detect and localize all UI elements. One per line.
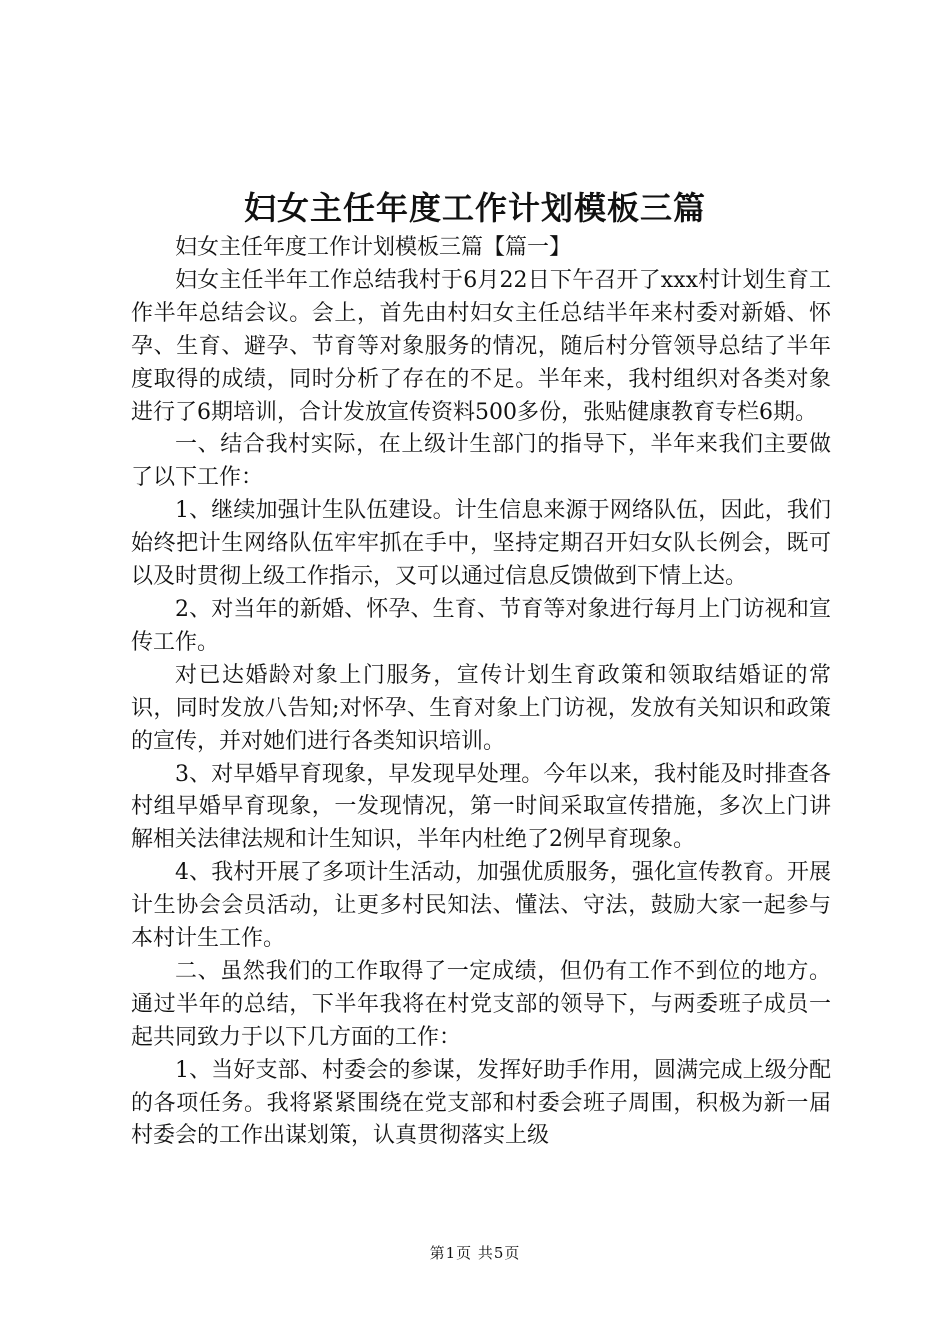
paragraph: 妇女主任半年工作总结我村于6月22日下午召开了xxx村计划生育工作半年总结会议。会上，首先由村妇女主任总结半年来村委对新婚、怀孕、生育、避孕、节育等对象服务的情况，随后村分管领导总结了半年度取得的成绩，同时分析了存在的不足。半年来，我村组织对各类对象进行了6期培训，合计发放宣传资料500多份，张贴健康教育专栏6期。	[131, 267, 831, 425]
paragraph: 2、对当年的新婚、怀孕、生育、节育等对象进行每月上门访视和宣传工作。	[131, 596, 831, 655]
page-footer: 第1页 共5页	[429, 1244, 521, 1262]
paragraph: 一、结合我村实际，在上级计生部门的指导下，半年来我们主要做了以下工作：	[131, 432, 831, 491]
paragraph: 3、对早婚早育现象，早发现早处理。今年以来，我村能及时排查各村组早婚早育现象，一发现情况，第一时间采取宣传措施，多次上门讲解相关法律法规和计生知识，半年内杜绝了2例早育现象。	[131, 761, 831, 853]
paragraph: 4、我村开展了多项计生活动，加强优质服务，强化宣传教育。开展计生协会会员活动，让更多村民知法、懂法、守法，鼓励大家一起参与本村计生工作。	[131, 860, 831, 952]
paragraph: 1、继续加强计生队伍建设。计生信息来源于网络队伍，因此，我们始终把计生网络队伍牢牢抓在手中，坚持定期召开妇女队长例会，既可以及时贯彻上级工作指示，又可以通过信息反馈做到下情上达。	[131, 498, 831, 590]
document-body	[131, 232, 831, 1153]
paragraph: 1、当好支部、村委会的参谋，发挥好助手作用，圆满完成上级分配的各项任务。我将紧紧围绕在党支部和村委会班子周围，积极为新一届村委会的工作出谋划策，认真贯彻落实上级	[131, 1057, 831, 1149]
section-heading: 妇女主任年度工作计划模板三篇【篇一】	[175, 235, 572, 260]
paragraph: 二、虽然我们的工作取得了一定成绩，但仍有工作不到位的地方。通过半年的总结，下半年我将在村党支部的领导下，与两委班子成员一起共同致力于以下几方面的工作：	[131, 958, 831, 1050]
document-title: 妇女主任年度工作计划模板三篇	[243, 189, 706, 227]
paragraph: 对已达婚龄对象上门服务，宣传计划生育政策和领取结婚证的常识，同时发放八告知;对怀孕、生育对象上门访视，发放有关知识和政策的宣传，并对她们进行各类知识培训。	[131, 662, 831, 754]
